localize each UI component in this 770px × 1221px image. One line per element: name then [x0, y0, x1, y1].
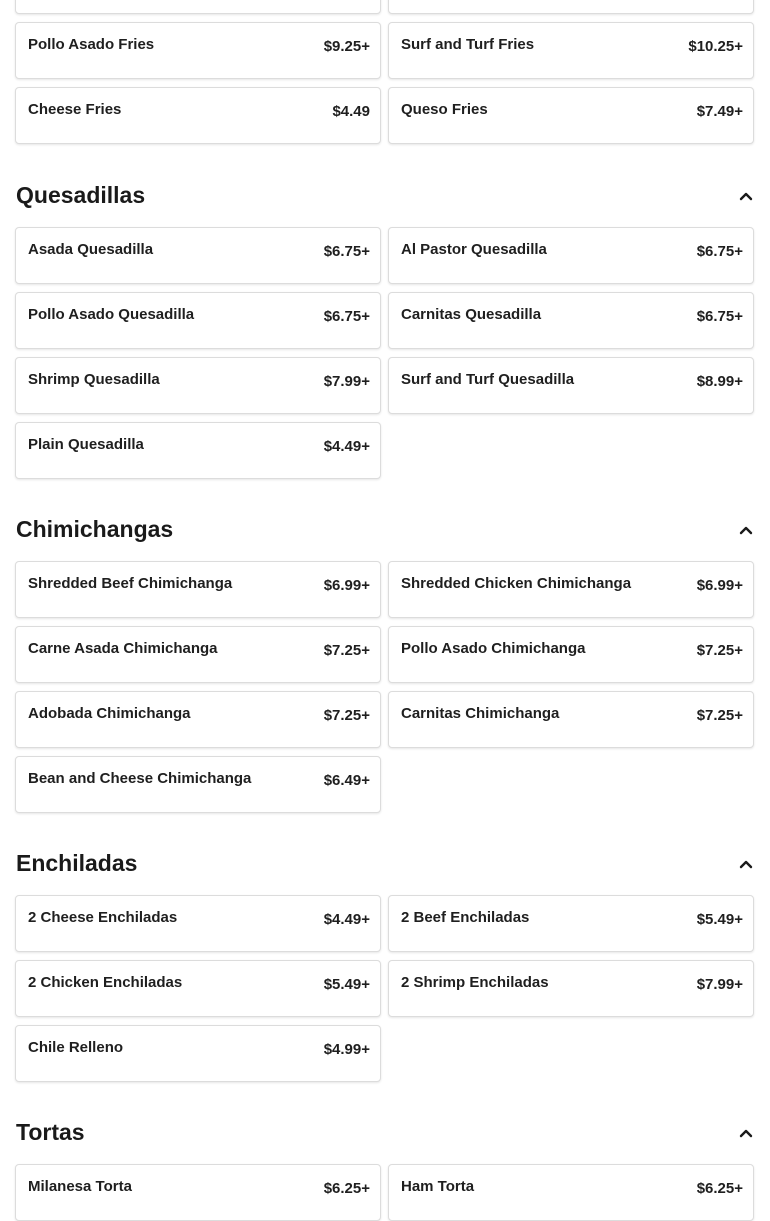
item-name: Carnitas Chimichanga — [401, 705, 560, 722]
item-price: $6.75+ — [323, 308, 370, 325]
menu-item-card[interactable] — [388, 895, 754, 952]
chevron-up-icon[interactable] — [738, 188, 754, 204]
item-price: $7.25+ — [696, 642, 743, 659]
item-name: Shrimp Quesadilla — [28, 371, 160, 388]
item-name: 2 Beef Enchiladas — [401, 909, 530, 926]
menu-item-card[interactable] — [388, 1164, 754, 1221]
item-price: $4.49+ — [323, 911, 370, 928]
item-name: 2 Chicken Enchiladas — [28, 974, 183, 991]
menu-item-card[interactable] — [388, 626, 754, 683]
item-price: $10.25+ — [688, 38, 743, 55]
item-name: Asada Quesadilla — [28, 241, 154, 258]
item-name: Plain Quesadilla — [28, 436, 144, 453]
item-name: Ham Torta — [401, 1178, 475, 1195]
menu-item-card[interactable] — [15, 895, 381, 952]
item-name: Pollo Asado Chimichanga — [401, 640, 586, 657]
item-name: Pollo Asado Fries — [28, 36, 155, 53]
item-name: Al Pastor Quesadilla — [401, 241, 547, 258]
item-price: $7.49+ — [696, 103, 743, 120]
menu-item-card[interactable] — [388, 960, 754, 1017]
item-price: $4.49+ — [323, 438, 370, 455]
menu-item-card[interactable] — [15, 1164, 381, 1221]
item-name: Shredded Beef Chimichanga — [28, 575, 233, 592]
menu-item-card[interactable] — [388, 0, 754, 14]
item-price: $6.99+ — [696, 577, 743, 594]
item-name: Chile Relleno — [28, 1039, 124, 1056]
item-price: $6.75+ — [696, 308, 743, 325]
item-name: Shredded Chicken Chimichanga — [401, 575, 632, 592]
menu-item-card[interactable] — [15, 1025, 381, 1082]
menu-item-card[interactable] — [15, 357, 381, 414]
item-name: Carnitas Quesadilla — [401, 306, 542, 323]
menu-item-card[interactable] — [15, 87, 381, 144]
item-price: $6.25+ — [323, 1180, 370, 1197]
item-price: $7.25+ — [323, 707, 370, 724]
menu-item-card[interactable] — [388, 227, 754, 284]
menu-item-card[interactable] — [15, 960, 381, 1017]
chevron-up-icon[interactable] — [738, 856, 754, 872]
item-name: Queso Fries — [401, 101, 488, 118]
item-name: Carne Asada Chimichanga — [28, 640, 218, 657]
item-price: $7.99+ — [323, 373, 370, 390]
section-title-enchiladas: Enchiladas — [16, 850, 138, 876]
item-name: 2 Cheese Enchiladas — [28, 909, 178, 926]
section-title-tortas: Tortas — [16, 1119, 85, 1145]
item-price: $6.25+ — [696, 1180, 743, 1197]
item-price: $6.49+ — [323, 772, 370, 789]
item-price: $4.49 — [332, 103, 370, 120]
item-name: Milanesa Torta — [28, 1178, 132, 1195]
menu-item-card[interactable] — [15, 422, 381, 479]
item-price: $7.99+ — [696, 976, 743, 993]
item-price: $8.99+ — [696, 373, 743, 390]
item-price: $6.99+ — [323, 577, 370, 594]
item-name: Cheese Fries — [28, 101, 122, 118]
menu-item-card[interactable] — [15, 292, 381, 349]
chevron-up-icon[interactable] — [738, 522, 754, 538]
menu-item-card[interactable] — [15, 22, 381, 79]
item-name: Surf and Turf Fries — [401, 36, 535, 53]
item-name: 2 Shrimp Enchiladas — [401, 974, 549, 991]
item-price: $9.25+ — [323, 38, 370, 55]
chevron-up-icon[interactable] — [738, 1125, 754, 1141]
item-price: $7.25+ — [696, 707, 743, 724]
item-name: Adobada Chimichanga — [28, 705, 191, 722]
menu-item-card[interactable] — [15, 561, 381, 618]
item-price: $6.75+ — [323, 243, 370, 260]
menu-item-card[interactable] — [388, 691, 754, 748]
item-price: $4.99+ — [323, 1041, 370, 1058]
item-name: Surf and Turf Quesadilla — [401, 371, 575, 388]
section-title-chimichangas: Chimichangas — [16, 516, 174, 542]
section-title-quesadillas: Quesadillas — [16, 182, 146, 208]
item-price: $6.75+ — [696, 243, 743, 260]
menu-item-card[interactable] — [388, 87, 754, 144]
item-name: Bean and Cheese Chimichanga — [28, 770, 252, 787]
menu-item-card[interactable] — [388, 357, 754, 414]
menu-item-card[interactable] — [15, 691, 381, 748]
item-name: Pollo Asado Quesadilla — [28, 306, 195, 323]
menu-item-card[interactable] — [388, 292, 754, 349]
menu-item-card[interactable] — [15, 626, 381, 683]
menu-item-card[interactable] — [15, 0, 381, 14]
menu-item-card[interactable] — [15, 756, 381, 813]
item-price: $5.49+ — [323, 976, 370, 993]
menu-item-card[interactable] — [15, 227, 381, 284]
item-price: $5.49+ — [696, 911, 743, 928]
menu-item-card[interactable] — [388, 22, 754, 79]
menu-item-card[interactable] — [388, 561, 754, 618]
item-price: $7.25+ — [323, 642, 370, 659]
